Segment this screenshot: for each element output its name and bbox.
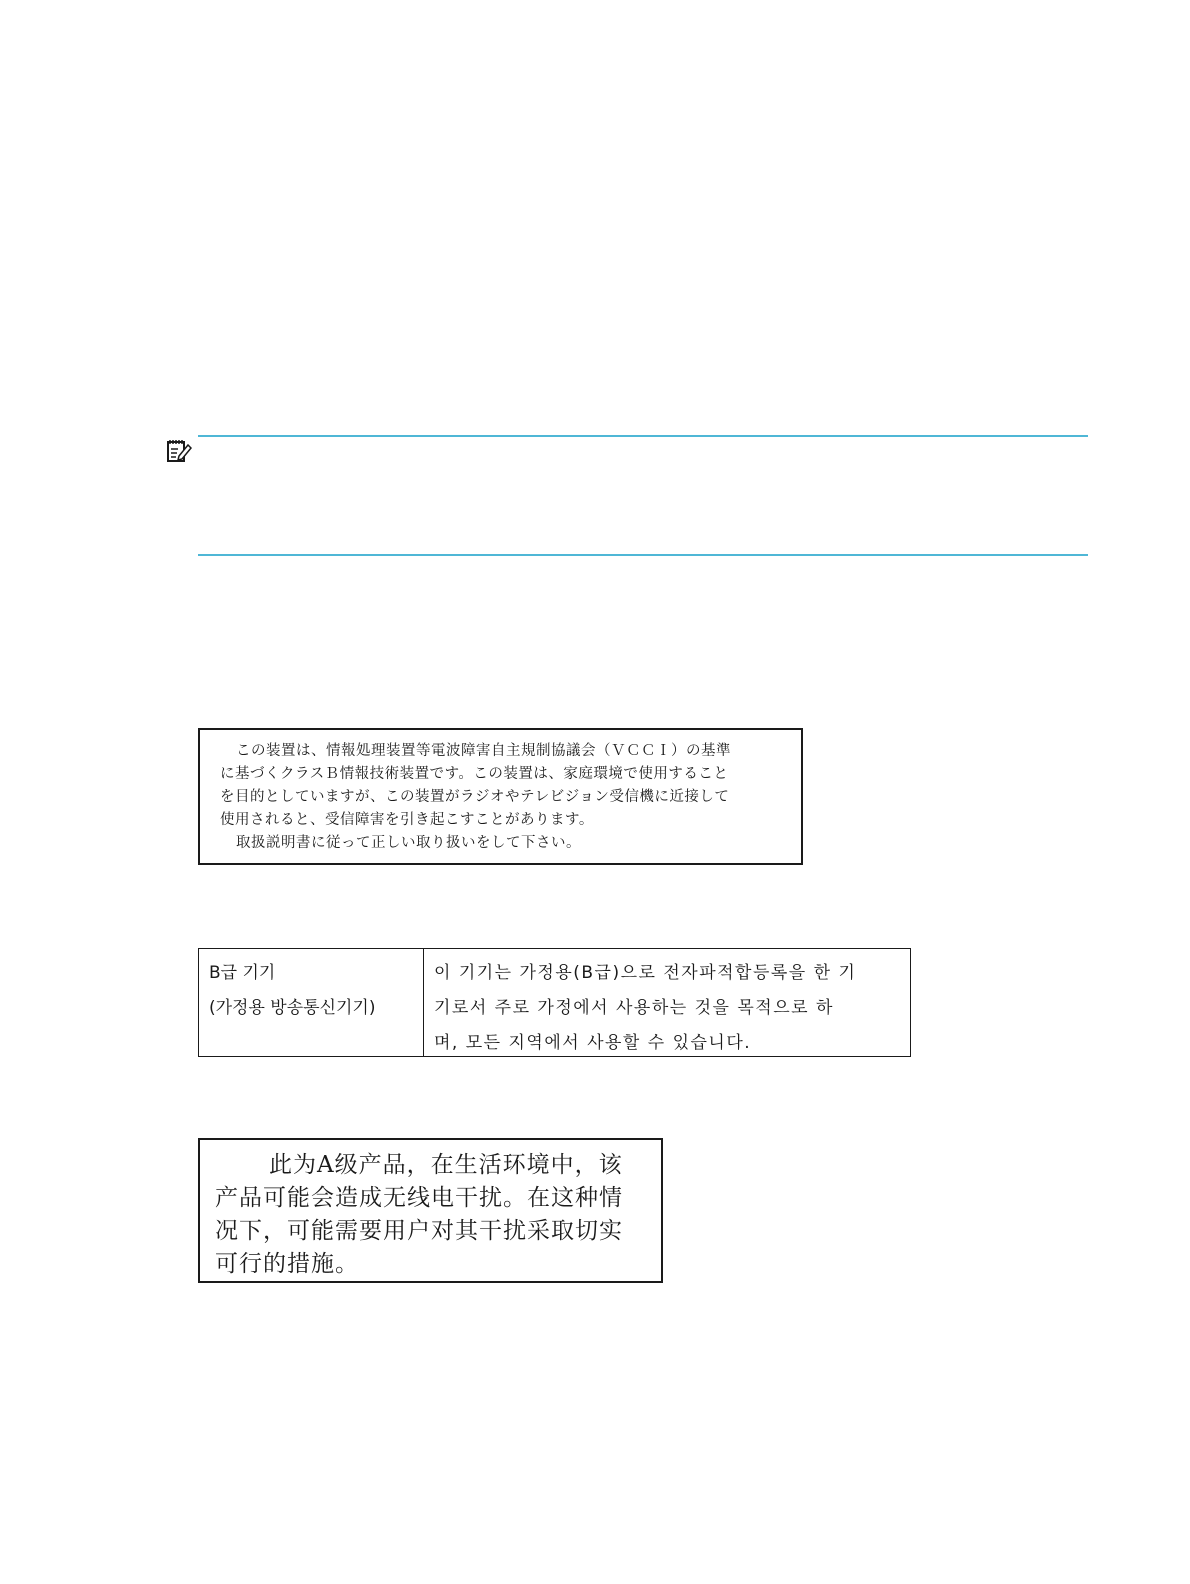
vcci-line: この装置は、情報処理装置等電波障害自主規制協議会（ＶＣＣＩ）の基準 <box>236 743 731 759</box>
note-bottom-rule <box>198 554 1088 556</box>
korean-class-cell <box>199 949 424 1056</box>
vcci-line: 使用されると、受信障害を引き起こすことがあります。 <box>220 812 594 828</box>
korean-description-line: 며, 모든 지역에서 사용할 수 있습니다. <box>434 1033 752 1053</box>
korean-description-line: 기로서 주로 가정에서 사용하는 것을 목적으로 하 <box>434 998 834 1018</box>
chinese-line: 可行的措施。 <box>215 1251 359 1277</box>
vcci-notice-box <box>198 728 803 865</box>
chinese-line: 此为A级产品，在生活环境中，该 <box>269 1152 623 1178</box>
korean-class-sublabel: (가정용 방송통신기기) <box>209 998 376 1018</box>
korean-description-cell <box>424 949 910 1056</box>
chinese-line: 产品可能会造成无线电干扰。在这种情 <box>215 1185 623 1211</box>
vcci-line: 取扱説明書に従って正しい取り扱いをして下さい。 <box>236 835 581 851</box>
korean-notice-table <box>198 948 911 1057</box>
korean-description-line: 이 기기는 가정용(B급)으로 전자파적합등록을 한 기 <box>434 963 857 983</box>
note-top-rule <box>198 435 1088 437</box>
vcci-line: に基づくクラスＢ情報技術装置です。この装置は、家庭環境で使用すること <box>220 766 729 782</box>
note-icon <box>166 438 192 464</box>
korean-class-label: B급 기기 <box>209 963 276 983</box>
chinese-line: 况下，可能需要用户对其干扰采取切实 <box>215 1218 623 1244</box>
vcci-line: を目的としていますが、この装置がラジオやテレビジョン受信機に近接して <box>220 789 730 805</box>
chinese-notice-box <box>198 1138 663 1283</box>
